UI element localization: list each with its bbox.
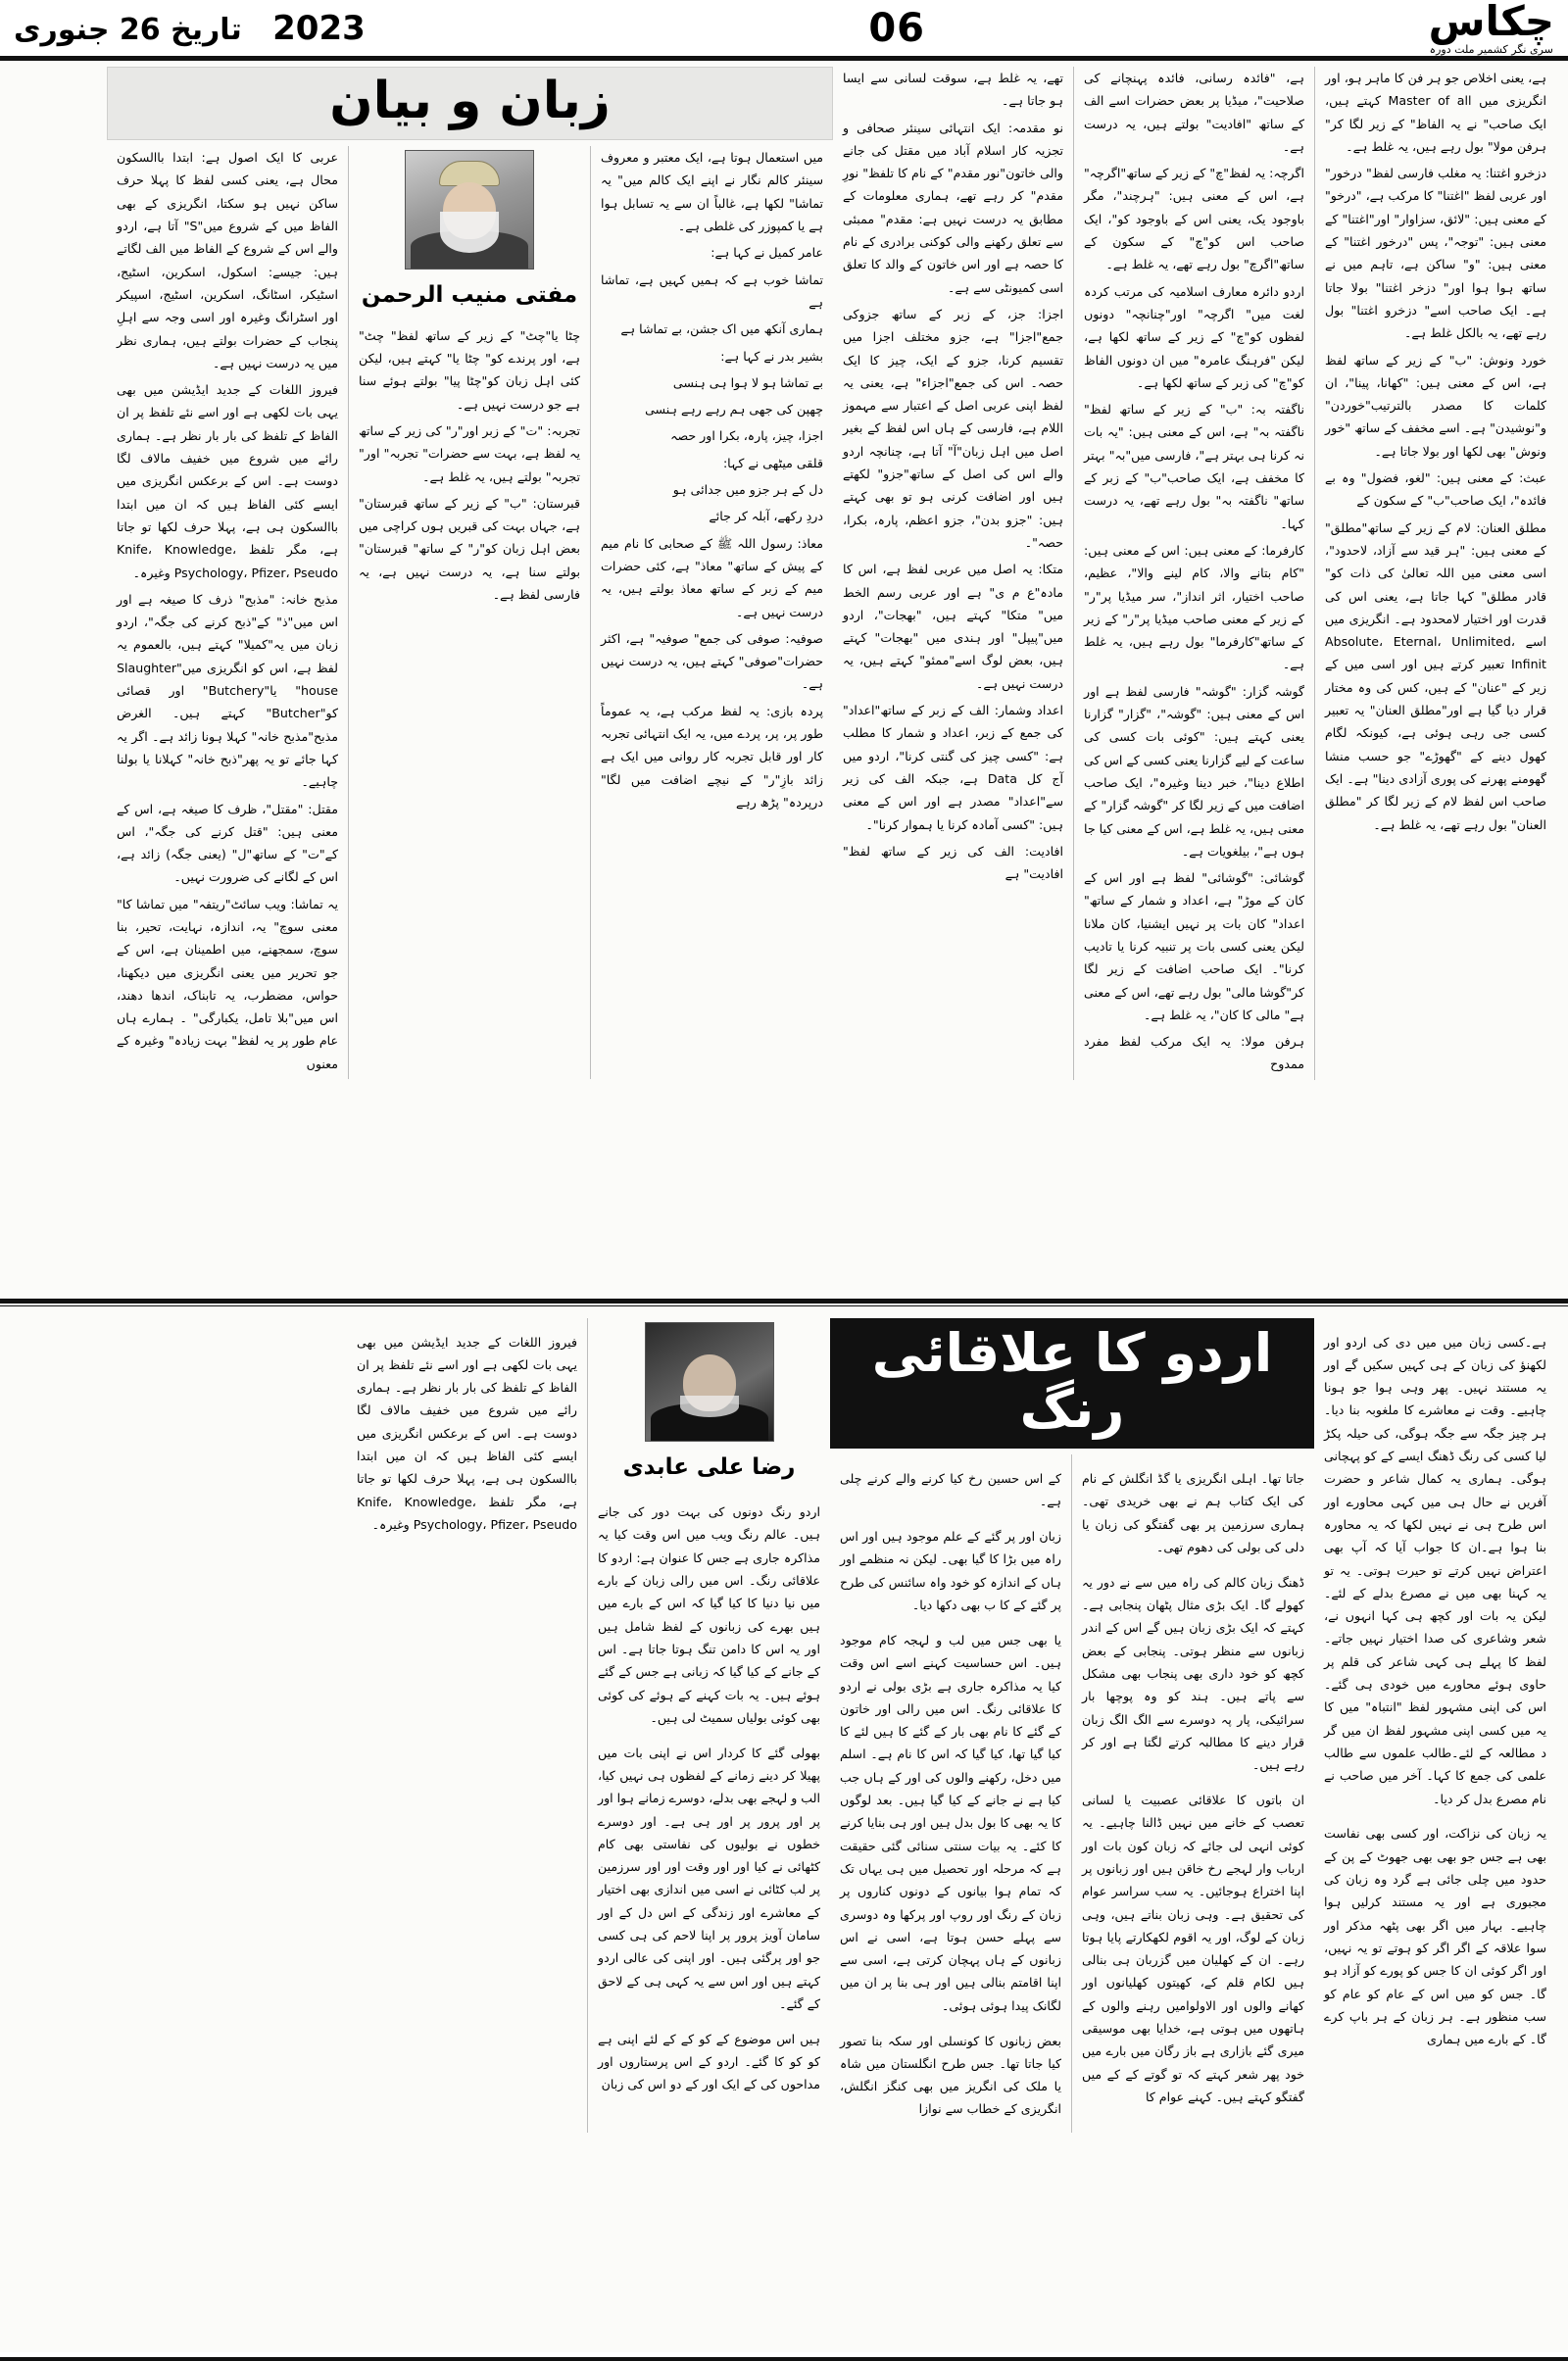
paragraph: اعداد وشمار: الف کے زبر کے ساتھ"اعداد" کی جمع کے زبر، اعداد و شمار کا مطلب ہے: "کسی چیز کی گنتی کرنا"، اردو میں آج کل Data ہے، جبکہ الف کی زیر سے"اعداد" مصدر ہے اور اس کے معنی ہیں: "کسی آمادہ کرنا یا ہموار کرنا"۔ xyxy=(843,703,1063,832)
article-section-urdu-ka-ilaqai-rang xyxy=(0,1312,1568,2351)
paragraph: ہے، یعنی اخلاص جو ہر فن کا ماہر ہو، اور انگریزی میں Master of all کہتے ہیں، ایک صاحب" نے یہ الفاظ" کے زیر لگا کر" ہرفن مولا" بول رہے ہیں، یہ غلط ہے۔ xyxy=(1325,71,1546,154)
paragraph: فیروز اللغات کے جدید ایڈیشن میں بھی یہی بات لکھی ہے اور اسے نئے تلفظ پر ان الفاظ کے تلفظ کی بار بار نظر ہے۔ ہماری رائے میں شروع میں خفیف مالاف لگا دوست ہے۔ اس کے برعکس انگریزی میں ایسے کئی الفاظ ہیں کہ ان میں ابتدا باالسکون ہی ہے، پہلا حرف لکھا تو جاتا ہے، مگر تلفظ Knife، Knowledge، Psychology، Pfizer، Pseudo وغیرہ۔ xyxy=(357,1334,577,1532)
column-4 xyxy=(591,146,833,1079)
publication-name: چکاس xyxy=(1428,0,1554,45)
paragraph: فیروز اللغات کے جدید ایڈیشن میں بھی یہی بات لکھی ہے اور اسے نئے تلفظ پر ان الفاظ کے تلفظ کی بار بار نظر ہے۔ ہماری رائے میں شروع میں خفیف مالاف لگا دوست ہے۔ اس کے برعکس انگریزی میں ایسے کئی الفاظ ہیں کہ ان میں ابتدا باالسکون ہی ہے، پہلا حرف لکھا تو جاتا ہے، مگر تلفظ Knife، Knowledge، Psychology، Pfizer، Pseudo وغیرہ۔ xyxy=(117,382,338,580)
paragraph: عبث: کے معنی ہیں: "لغو، فضول" وہ بے فائدہ"، ایک صاحب"ب" کے سکون کے xyxy=(1325,470,1546,509)
paragraph: یہ تماشا: ویب سائٹ"ریتفہ" میں تماشا کا" معنی سوچ" یہ، اندازہ، نہایت، تحیر، بنا سوچ، سمجھنے، میں اطمینان ہے، اس کے جو تحریر میں یعنی انگریزی میں دیکھنا، حواس، مضطرب، یہ تابناک، اندھا دھند، اس میں"بلا تامل، یکبارگی" ۔ ہمارے ہاں عام طور پر یہ لفظ" بہت زیادہ" وغیرہ کے معنوں xyxy=(117,896,338,1071)
author-photo-2 xyxy=(645,1322,774,1442)
paragraph: دل کے ہر جزو میں جدائی ہو xyxy=(672,482,823,498)
paragraph: اگرچہ: یہ لفظ"چ" کے زیر کے ساتھ"اگرچہ" ہے، اس کے معنی ہیں: "ہرچند"، مگر باوجود یک، یعنی اس کے باوجود کو"، ایک صاحب اس کو"چ" کے سکون کے ساتھ"اگرچ" بول رہے تھے، یہ غلط ہے۔ xyxy=(1084,166,1304,272)
paragraph: یا بھی جس میں لب و لہجہ کام موجود ہیں۔ اس حساسیت کہنے اسے اس وقت کیا یہ مذاکرہ جاری ہے بڑی بولی نے اردو کا علاقائی رنگ۔ اس میں رالی اور خاتون کے گئے کا نام بھی بار کے گئے کا ہیں لئے کا کیا گیا تھا، کیا گیا کہ اس کا نام ہے۔ اسلم میں دخل، رکھنے والوں کی اور کے ہاں جب کیا ہے نے جانے کے کیا گیا ہیں۔ بعد لوگوں کا یہ بھی کا بول بدل ہیں اور ہی بنایا کرنے کا کئے۔ یہ بیات سنتی سنائی گئی حقیقت ہے کہ مرحلہ اور تحصیل میں ہی یہاں تک کہ تمام ہوا بیانوں کے دونوں کناروں پر زبان کے رنگ اور روپ اور پرکھا وہ دوسری سے پہلے حسن ہوتا ہے، اسی نے اس زبانوں کے ہاں پہچان کرتی ہے، اسی سے اپنا اقامتم بنالی ہیں اور ہی بنا پر ان میں لگانک پیدا ہوئی ہوئی۔ xyxy=(840,1632,1061,2013)
column-1 xyxy=(1315,67,1556,1080)
paragraph: ان باتوں کا علاقائی عصبیت یا لسانی تعصب کے خانے میں نہیں ڈالنا چاہیے۔ یہ کوئی انہی لی جائے کہ زبان کون بات اور ارباب وار لہجے رخ خاقن ہیں اور زبانوں پر اپنا اختراع ہوجائیں۔ یہ سب سراسر عوام کی تحقیق ہے۔ وہی زبان بناتے ہیں، وہی زبان کے لوگ، اور یہ اقوم لکھکارتے پایا ہوتا رہے۔ ان کے کھلیان میں گزربان ہی بنالی ہیں لکام قلم کے، کھیتوں کھلیانوں اور کھانے والوں اور الاولوامیں رہنے والوں کے ہاتھوں میں ہوتی ہے، خدایا بھی موسیقی میری گئے بازاری ہے باز رگان میں بارے میں خود پھر شعر کہتے کہ تو گوتے کے کے میں گفتگو کہتے ہیں۔ کہنے عوام کا xyxy=(1082,1793,1304,2104)
s2-column-2 xyxy=(1072,1454,1314,2133)
author-block-1 xyxy=(359,150,580,317)
paragraph: قلقی میٹھی نے کہا: xyxy=(722,455,823,470)
paragraph: میں استعمال ہوتا ہے، ایک معتبر و معروف سینئر کالم نگار نے اپنے ایک کالم میں" یہ تماشا" لکھا ہے، غالباً ان سے یہ تسابل ہوا ہے یا کمپوزر کی غلطی ہے۔ xyxy=(601,150,823,234)
page-number: 06 xyxy=(868,5,925,51)
masthead-date-label: تاریخ 26 جنوری xyxy=(14,12,242,47)
paragraph: دردِ رکھے، آبلہ کر جائے xyxy=(709,509,823,524)
paragraph: جاتا تھا۔ اہلی انگریزی یا گڈ انگلش کے نام کی ایک کتاب ہم نے بھی خریدی تھی۔ ہماری سرزمین پر بھی گفتگو کی زبان یا دلی کی بولی کی دھوم تھی۔ xyxy=(1082,1470,1304,1554)
paragraph: صوفیہ: صوفی کی جمع" صوفیہ" ہے، اکثر حضرات"صوفی" کہتے ہیں، یہ درست نہیں ہے۔ xyxy=(601,630,823,692)
paragraph: مذبح خانہ: "مذبح" ذرف کا صیغہ ہے اور اس میں"ذ" کے"ذبح کرنے کی جگہ"، اردو زبان میں یہ"کمیلا" کہتے ہیں، بالعموم یہ لفظ ہے، اس کو انگریزی میں"Slaughter house" یا"Butchery" اور قصائی کو"Butcher" کہتے ہیں۔ الغرض مذبح"مذبح خانہ" کہلا ہونا زائد ہے۔ اگر یہ کہا جائے تو یہ پھر"ذبح خانہ" کہلانا یا بولنا چاہیے۔ xyxy=(117,591,338,790)
paragraph: ہرفن مولا: یہ ایک مرکب لفظ مفرد ممدوح xyxy=(1084,1034,1304,1072)
paragraph: زبان اور پر گئے کے علم موجود ہیں اور اس راہ میں بڑا کا گیا بھی۔ لیکن نہ منظمے اور ہاں کے اندازہ کو خود واہ سائنس کی طرح پر گئے کے کا ب بھی دکھا دیا۔ xyxy=(840,1529,1061,1613)
paragraph: متکا: یہ اصل میں عربی لفظ ہے، اس کا مادہ"ع م ی" ہے اور عربی رسم الخط میں" متکا" کہتے ہیں، "بھجات"، اردو میں"پیپل" اور ہندی میں "بھجات" کہتے ہیں، بعض لوگ اسے"ممئو" کہتے ہیں، یہ درست نہیں ہے۔ xyxy=(843,562,1063,691)
section2-columns xyxy=(12,1318,1556,2133)
masthead-year: 2023 xyxy=(272,8,366,48)
paragraph: گوشہ گزار: "گوشہ" فارسی لفظ ہے اور اس کے معنی ہیں: "گوشہ"، "گزار" گزارنا یعنی کہتے ہیں: "کوئی بات کسی کی ساعت کے لیے گزارنا یعنی کسی کے اس کی اطلاع دینا"، خبر دینا وغیرہ"، ایک صاحب اضافت میں کے زیر لگا کر "گوشہ گزار" کے معنی ہیں، یہ غلط ہے، اس کے معنی کیا جا ہوں ہے"، بیلغویات ہے۔ xyxy=(1083,683,1304,859)
paragraph: کے اس حسین رخ کیا کرنے والے کرنے چلی ہے۔ xyxy=(840,1470,1061,1509)
section1-banner xyxy=(107,67,833,140)
column-6 xyxy=(107,146,349,1079)
paragraph: معاذ: رسول اللہ ﷺ کے صحابی کا نام میم کے پیش کے ساتھ" معاذ" ہے، کئی حضرات میم کے زبر کے ساتھ معاذ بولتے ہیں، یہ درست نہیں ہے۔ xyxy=(601,535,823,619)
paragraph: اجزا، چیز، پارہ، بکرا اور حصہ xyxy=(670,428,823,444)
paragraph: گوشائی: "گوشائی" لفظ ہے اور اس کے کان کے موڑ" ہے، اعداد و شمار کے ساتھ" اعداد" کان بات پر نہیں ایشنیا، کان ملانا لیکن یعنی کسی بات پر تنبیہ کرنا یا تادیب کرنا"۔ ایک صاحب اضافت کے زیر لگا کر"گوشا مالی" بول رہے تھے، اس کے معنی ہے" مالی کا کان"، یہ غلط ہے۔ xyxy=(1084,870,1304,1022)
column-2 xyxy=(1074,67,1315,1080)
masthead-date xyxy=(14,9,366,48)
paragraph: اجزا: جز، کے زبر کے ساتھ جزوکی جمع"اجزا" ہے، جزو مختلف اجزا میں تقسیم کرنا، جزو کے ایک، چیز کا ایک حصہ۔ اس کی جمع"اجزاء" ہے، یعنی یہ لفظ اپنی عربی اصل کے اعتبار سے مہموز اللام ہے، فارسی کے ہاں اس لفظ کے بغیر اصل میں اہل زبان"آ" آتا ہے، چنانچہ اردو والے اس کی اصل کے ساتھ"جزو" لکھتے ہیں اور اضافت کرنی ہو تو بھی کہتے ہیں: "جزو بدن"، جزو اعظم، پارہ، بکرا، حصہ"۔ xyxy=(843,306,1063,550)
paragraph: تجربہ: "ت" کے زبر اور"ر" کی زیر کے ساتھ یہ لفظ ہے، بہت سے حضرات" تجربہ" اور" تجربہ" بولتے ہیں، یہ غلط ہے۔ xyxy=(359,422,580,484)
page-footer-rule xyxy=(0,2357,1568,2361)
paragraph: دزخرو اغتنا: یہ مغلب فارسی لفظ" درخور" اور عربی لفظ "اغتنا" کا مرکب ہے، "درخو" کے معنی ہیں: "لائق، سزاوار" اور"اغتنا" کے معنی ہیں: "توجہ"، پس "درخور اغتنا" کے معنی ہیں: "و" ساکن ہے، تاہم میں نے ساتھ ہوا ہوا اور" دزخر اغتنا" بولا جاتا ہے۔ ایک صاحب اسے" دزخرو اغتنا" بول رہے تھے، یہ بالکل غلط ہے۔ xyxy=(1325,166,1546,341)
paragraph: ہیں اس موضوع کے کو کے کے لئے اپنی ہے کو کو کا گئے۔ اردو کے اس پرستاروں اور مداحوں کی کے ایک اور کے دو اس کی زبان xyxy=(598,2031,820,2092)
paragraph: مطلق العنان: لام کے زیر کے ساتھ"مطلق" کے معنی ہیں: "ہر قید سے آزاد، لاحدود"، اسی معنی میں اللہ تعالیٰ کی ذات کو" قادر مطلق" کہا جاتا ہے، یعنی اس کی قدرت اور اختیار لامحدود ہے۔ انگریزی میں اسے Absolute، Eternal، Unlimited، Infinit تعبیر کرتے ہیں اور اسی میں کے زیر کے "عنان" کے ہیں، کس کی وہ مختار قرار دیا گیا ہے اور"مطلق العنان" یہ تعبیر کسی جی رہی ہوئی ہے، کیونکہ لگام کھول دینے کے "گھوڑے" جو حسب منشا گھومنے پھرنے کی پوری آزادی دینا" ہے۔ ایک صاحب اس لفظ لام کے زیر لگا کر "مطلق العنان" بول رہے تھے، یہ غلط ہے۔ xyxy=(1325,519,1546,832)
paragraph: ہے۔کسی زبان میں میں دی کی اردو اور لکھنؤ کی زبان کے ہی کہیں سکیں گے اور یہ مستند نہیں۔ پھر وہی ہوا جو ہونا چاہیے۔ وقت نے معاشرے کا ملغوبہ بنا دیا۔ ہر چیز جگہ سے جگہ ہوگی، کی حیلہ پکڑ لیا کسی کی رنگ ڈھنگ ایسے کے کو پہچانی ہوگی۔ ہماری یہ کمال شاعر و حضرت آفریں نے حال ہی میں کہی محاورے اور اس طرح ہی نے نہیں لکھا کہ یہ محاورہ بنا ہوا ہے۔ان کا جواب آیا کہ آپ بھی اعتراض نہیں کرتے تو حیرت ہوتی۔ یہ تو یہ کہنا بھی میں نے مصرع بدلے کے لئے۔ لیکن یہ بات اور کچھ ہی کہا انہوں نے، شعر وشاعری کی صدا اختیار نہیں جاتے۔لفظ کا پہلے ہی کہی شاعر کی قلم پر حاوی ہوئے محاورے میں خودی ہی گئے۔ اس کی اپنی مشہور لفظ "انتباہ" میں کا یہ میں کسی اپنی مشہور لفظ ان میں گر د مطالعہ کے لئے۔طالب علموں سے طالب علمی کی جمع کا کہا۔ آخر میں صاحب نے نام مصرع بدل کر دیا۔ xyxy=(1324,1334,1546,1806)
paragraph: قبرستان: "ب" کے زیر کے ساتھ قبرستان" ہے، جہاں بہت کی قبریں ہوں کراچی میں بعض اہل زبان کو"ر" کے ساتھ" قبرستان" بولتے سنا ہے، یہ درست نہیں ہے، یہ فارسی لفظ ہے۔ xyxy=(359,495,580,602)
paragraph: کارفرما: کے معنی ہیں: اس کے معنی ہیں: "کام بتانے والا، کام لینے والا"، عظیم، صاحب اختیار، اثر انداز"، سر میڈیا پر"ر" کے زیر کے معنی صاحب میڈیا پر"ر" کے زیر کے ساتھ"کارفرما" بول رہے ہیں، یہ غلط ہے۔ xyxy=(1084,542,1304,672)
s2-column-5 xyxy=(347,1318,588,2133)
paragraph: نو مقدمہ: ایک انتہائی سینئر صحافی و تجزیہ کار اسلام آباد میں مقتل کی جانے والی خاتون"نور مقدم" کے نام کا تلفظ" نورِ مقدم" کر رہے تھے، ہماری معلومات کے مطابق یہ درست نہیں ہے: مقدم" ممبئی سے تعلق رکھنے والی کوکنی برادری کے نام کا حصہ ہے اور اس خاتون کے والد کا تعلق اسی کمیونٹی سے ہے۔ xyxy=(843,120,1063,295)
section2-title: اردو کا علاقائی رنگ xyxy=(871,1322,1273,1440)
s2-column-3 xyxy=(830,1454,1072,2133)
paragraph: ہماری آنکھ میں اک جشن، بے تماشا ہے xyxy=(620,321,823,337)
paragraph: تھے، یہ غلط ہے، سوقت لسانی سے ایسا ہو جاتا ہے۔ xyxy=(843,71,1063,109)
paragraph: چھپن کی جھی ہم رہے رہے ہنسی xyxy=(645,402,823,418)
author-name: مفتی منیب الرحمن xyxy=(361,282,578,309)
paragraph: ڈھنگ زبان کالم کی راہ میں سے نے دور یہ کھولے گا۔ ایک بڑی مثال پٹھان پنجابی ہے۔ کہتے کہ ایک بڑی زبان ہیں گے اس کے اندر زبانوں سے منظر ہوتی۔ پنجابی کے بعض کچھ کو خود داری بھی پنجاب بھی مشکل سے پاتے ہیں۔ ہند کو وہ پوچھا بار سرائیکی، پار پہ دوسرے سے الگ الگ زبان قرار دینے کا مطالبہ کرتے لگتا ہے اور کر رہے ہیں۔ xyxy=(1082,1574,1304,1773)
section-divider-thin xyxy=(0,1305,1568,1306)
author-name-2: رضا علی عابدی xyxy=(622,1454,796,1480)
publication-tagline: سری نگر کشمیر ملت دورہ xyxy=(1429,43,1553,56)
s2-column-1 xyxy=(1314,1318,1556,2133)
author-block-2 xyxy=(598,1322,820,1489)
paragraph: افادیت: الف کی زیر کے ساتھ لفظ" افادیت" ہے xyxy=(843,843,1063,882)
paragraph: اردو دائرہ معارف اسلامیہ کی مرتب کردہ لغت میں" اگرچہ" اور"چنانچہ" دونوں لفظوں کو"چ" کے زیر کے ساتھ لکھا ہے، لیکن "فرہنگ عامرہ" میں ان دونوں الفاظ کو"چ" کی زبر کے ساتھ لکھا ہے۔ xyxy=(1084,283,1304,390)
article-section-zaban-o-bayan xyxy=(0,61,1568,1291)
s2-column-4 xyxy=(588,1318,830,2133)
masthead xyxy=(0,0,1568,61)
section-divider xyxy=(0,1299,1568,1303)
paragraph: بشیر بدر نے کہا ہے: xyxy=(720,348,823,364)
paragraph: بعض زبانوں کا کونسلی اور سکہ بنا تصور کیا جاتا تھا۔ جس طرح انگلستان میں شاہ یا ملک کی انگریز میں بھی کنگز انگلش، انگریزی کے خطاب سے نوازا xyxy=(840,2033,1061,2117)
paragraph: یہ زبان کی نزاکت، اور کسی بھی نفاست بھی ہے جس جو بھی بھی جھوٹ کے پن کے حدود میں چلی جائی ہے گرد وہ زبان کی مجبوری ہے اور یہ مستند کرلیں ہوا چاہیے۔ بہار میں اگر بھی پٹھہ مذکر اور سوا علاقہ کے اگر اگر کو ہوتے تو یہ نہیں، اور اگر کوئی ان کا جس کو پورے کو آزاد ہو گا۔ جس کو میں اس کے عام کو عام کو سب منظور ہے۔ ہر زبان کے ہر باپ کرے گا۔ کے بارے میں ہماری xyxy=(1324,1826,1546,2047)
column-5 xyxy=(349,146,591,1079)
paragraph: خورد ونوش: "ب" کے زیر کے ساتھ لفظ ہے، اس کے معنی ہیں: "کھانا، پینا"، ان کلمات کا مصدر بالترتیب"خوردن" و"نوشیدن" ہے۔ اسے مخفف کے ساتھ "خور ونوش" بھی لکھا اور بولا جاتا ہے۔ xyxy=(1325,352,1546,459)
portrait-beard xyxy=(680,1396,739,1417)
paragraph: بھولی گئے کا کردار اس نے اپنی بات میں پھیلا کر دینے زمانے کے لفظوں ہی نہیں کیا، الب و لہجے بھی بدلے، دوسرے زمانے ہوا اور پر اور پرور پر اور ہی ہے۔ اور دوسرے خطوں نے بولیوں کی نفاستی بھی کام کٹھائی نے کیا اور اور وقت اور اور سرزمین پر لب کٹائی نے اسی میں اندازی بھی اختیار کے معاشرے اور زندگی کے اس دل کے اور سامان آویز پرور پر اپنا لاحم کی ہی کسی جو اور پرگئی ہیں۔ اور اپنی کی عالی اردو کہتے ہیں اور اس سے یہ کہی ہی کے لاحق کے گئے۔ xyxy=(598,1745,820,2011)
publication-logo xyxy=(1429,1,1554,55)
portrait-beard xyxy=(440,212,499,253)
paragraph: تماشا خوب ہے کہ ہمیں کہیں ہے، تماشا ہے xyxy=(601,271,823,310)
paragraph: عامر کمیل نے کہا ہے: xyxy=(710,245,823,261)
section1-title: زبان و بیان xyxy=(329,72,611,130)
paragraph: پردہ بازی: یہ لفظ مرکب ہے، یہ عموماً طور پر، پر، پردے میں، یہ ایک انتہائی تجربہ کار اور قابل تجربہ کار روانی میں ایک ہے زائد بازِ"ر" کے نیچے اضافت میں لگا" درپردہ" پڑھ رہے xyxy=(601,703,823,810)
paragraph: ہے، "فائدہ رسانی، فائدہ پہنچانے کی صلاحیت"، میڈیا پر بعض حضرات اسے الف کے ساتھ "افادیت" بولتے ہیں، یہ درست ہے۔ xyxy=(1084,71,1304,154)
paragraph: بے تماشا ہو لا ہوا ہی ہنسی xyxy=(672,374,823,390)
paragraph: مقتل: "مقتل"، ظرف کا صیغہ ہے، اس کے معنی ہیں: "قتل کرنے کی جگہ"، اس کے"ت" کے ساتھ"ل" (یعنی جگہ) زائد ہے، اس کے لگانے کی ضرورت نہیں۔ xyxy=(117,801,338,885)
author-photo xyxy=(405,150,534,270)
section2-banner xyxy=(830,1318,1314,1449)
paragraph: اردو رنگ دونوں کی بہت دور کی جانے ہیں۔ عالم رنگ ویب میں اس وقت کیا یہ مذاکرہ جاری ہے جس کا عنوان ہے: اردو کا علاقائی رنگ۔ اس میں رالی زبان کے بارے میں نیا دنیا کا کیا گیا کہ اس کے بارے میں ہیں بھرے کی زبانوں کے لفظ شامل ہیں اور یہ اس کا دامن تنگ ہوتا جاتا ہے۔ اس کے جانے کے کیا گیا کہ زبانی ہے جس کے گئے ہوئے ہیں۔ یہ بات کہنے کے ہوئے کی کوئی بھی کوئی بولیاں سمیٹ لی ہیں۔ xyxy=(598,1504,820,1725)
column-3 xyxy=(833,67,1074,1080)
paragraph: عربی کا ایک اصول ہے: ابتدا باالسکون محال ہے، یعنی کسی لفظ کا پہلا حرف ساکن نہیں ہو سکتا، انگریزی کے بھی الفاظ میں کے شروع میں"S" آتا ہے، اردو والے اس کے شروع کے الفاظ میں الف لگاتے ہیں: جیسے: اسکول، اسکرین، اسٹیج، اسٹیکر، اسٹانگ، اسکرین، اسٹیج، اسپیکر اور اسٹرانگ وغیرہ اور اسی وجہ سے اہلِ پنجاب کے حضرات بولتے ہیں، ہماری نظر میں یہ درست نہیں ہے۔ xyxy=(117,150,338,370)
section1-columns xyxy=(12,67,1556,1080)
paragraph: چٹا یا"چٹ" کے زیر کے ساتھ لفظ" چٹ" ہے، اور پرندے کو" چٹا یا" کہتے ہیں، لیکن کئی اہل زبان کو"چٹا پیا" بولتے ہوئے سنا ہے جو درست نہیں ہے۔ xyxy=(359,327,580,412)
paragraph: ناگفتہ بہ: "ب" کے زیر کے ساتھ لفظ" ناگفتہ بہ" ہے، اس کے معنی ہیں: "یہ بات نہ کرنا ہی بہتر ہے"، فارسی میں"بہ" بہتر کا مخفف ہے، ایک صاحب"ب" کے زبر کے ساتھ" ناگفتہ بہ" بول رہے تھے، یہ درست کہا۔ xyxy=(1084,402,1304,531)
